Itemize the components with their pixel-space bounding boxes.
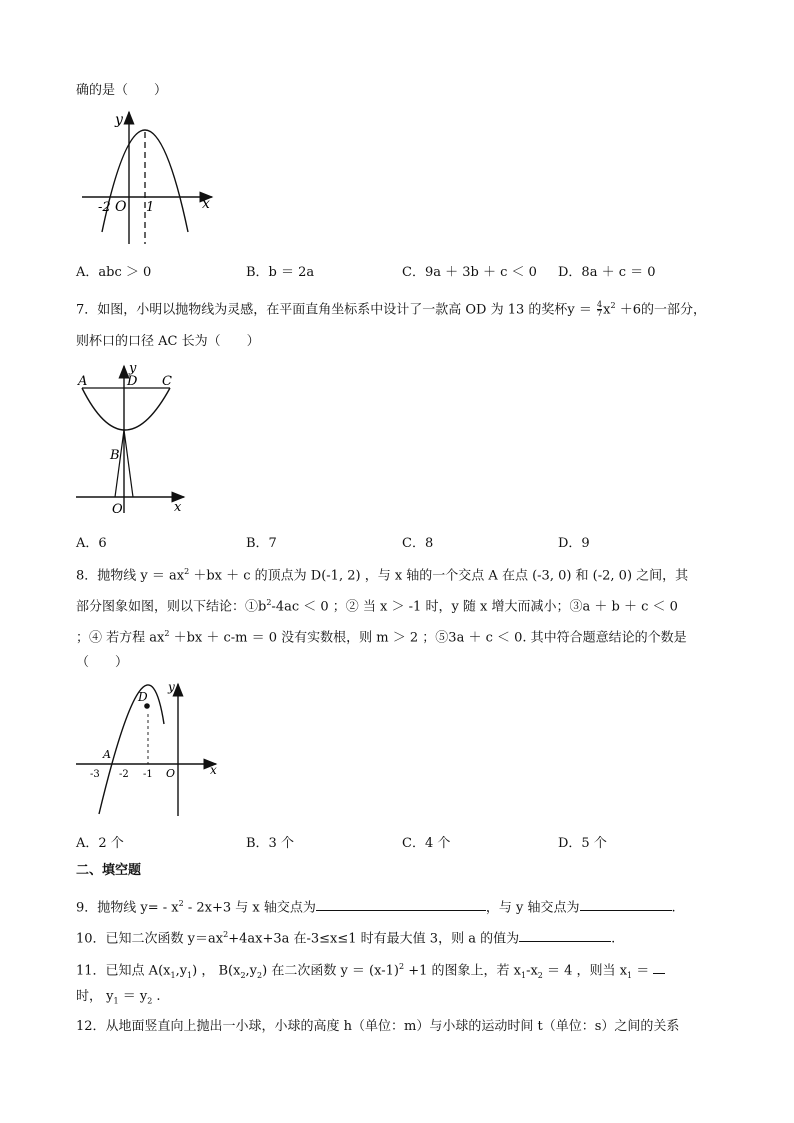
q10-answer-blank[interactable] bbox=[519, 929, 611, 942]
q11-answer-blank[interactable] bbox=[653, 961, 665, 974]
q8-option-a: A．2 个 bbox=[76, 836, 124, 851]
q8-option-c: C．4 个 bbox=[402, 836, 451, 851]
q8-label-m1: -1 bbox=[143, 769, 153, 780]
q8-line1: 8．抛物线 $y = ax^2 +bx + c$ 的顶点为 D(-1, 2) ，与 x 轴的一个交点 A 在点 (-3, 0) 和 (-2, 0) 之间，其 bbox=[76, 567, 689, 584]
q8-option-b: B．3 个 bbox=[246, 836, 294, 851]
q6-option-d: D．8a ＋ c ＝ 0 bbox=[558, 265, 656, 280]
q6-stem-tail: 确的是（ ） bbox=[76, 83, 168, 98]
q7-line2: 则杯口的口径 AC 长为（ ） bbox=[76, 334, 260, 349]
q7-option-a: A．6 bbox=[76, 536, 107, 551]
q6-label-neg2: -2 bbox=[98, 200, 111, 215]
q7-frac-den: 7 bbox=[597, 309, 603, 319]
q6-option-b: B．b ＝ 2a bbox=[246, 265, 315, 280]
q9-answer-blank-2[interactable] bbox=[580, 898, 672, 911]
section-heading-fill-in: 二、填空题 bbox=[76, 863, 142, 878]
q8-vertex-point bbox=[144, 703, 150, 709]
q8-label-y: y bbox=[168, 680, 175, 694]
q7-label-o: O bbox=[112, 502, 123, 517]
q11-line2: 时， $y_1 = y_2$ . bbox=[76, 989, 161, 1006]
q7-label-c: C bbox=[162, 374, 172, 389]
q7-label-d: D bbox=[127, 374, 138, 389]
q6-label-x: x bbox=[202, 196, 210, 212]
q7-stem-left bbox=[115, 430, 124, 497]
q8-label-a: A bbox=[103, 748, 111, 761]
q7-label-y: y bbox=[129, 361, 137, 376]
q8-label-m2: -2 bbox=[119, 769, 129, 780]
q8-graph bbox=[72, 680, 222, 820]
q7-label-a: A bbox=[78, 374, 88, 389]
q6-label-origin: O bbox=[115, 199, 127, 215]
q12-line: 12．从地面竖直向上抛出一小球，小球的高度 h（单位：m）与小球的运动时间 t（单位：s）之间的关系 bbox=[76, 1019, 680, 1034]
q7-parabola bbox=[82, 388, 170, 430]
q7-line1: 7．如图，小明以抛物线为灵感，在平面直角坐标系中设计了一款高 OD 为 13 的奖杯y ＝ $\frac{4}{7}$ $x^2 +6$的一部分， bbox=[76, 300, 706, 319]
q7-option-d: D．9 bbox=[558, 536, 590, 551]
q7-option-c: C．8 bbox=[402, 536, 434, 551]
q9-line: 9．抛物线 $y= - x^2 - 2x+3$ 与 x 轴交点为 ，与 y 轴交点为 . bbox=[76, 899, 676, 916]
q7-label-x: x bbox=[174, 500, 182, 515]
q8-option-d: D．5 个 bbox=[558, 836, 607, 851]
q10-line: 10．已知二次函数 $y=ax^2+4ax+3a$ 在-3≤x≤1 时有最大值 3，则 a 的值为 . bbox=[76, 930, 616, 947]
q6-option-c: C．9a ＋ 3b ＋ c ＜ 0 bbox=[402, 265, 537, 280]
q8-line2: 部分图象如图，则以下结论：$①b^2-4ac < 0$ ；② 当 x ＞ -1 时，y 随 x 增大而减小；③a ＋ b ＋ c ＜ 0 bbox=[76, 598, 678, 615]
q8-line4: （ ） bbox=[76, 655, 129, 670]
q6-option-a: A．abc ＞ 0 bbox=[76, 265, 152, 280]
q9-answer-blank-1[interactable] bbox=[316, 898, 486, 911]
q8-label-m3: -3 bbox=[90, 769, 100, 780]
q8-label-o: O bbox=[166, 767, 176, 780]
q7-stem-right bbox=[124, 430, 133, 497]
q8-label-d: D bbox=[138, 690, 148, 704]
q6-graph bbox=[80, 104, 220, 249]
q7-option-b: B．7 bbox=[246, 536, 277, 551]
q7-frac-num: 4 bbox=[597, 300, 603, 310]
q6-label-one: 1 bbox=[146, 200, 155, 215]
q8-label-x: x bbox=[210, 763, 217, 777]
q7-label-b: B bbox=[110, 448, 120, 463]
q6-label-y: y bbox=[115, 112, 123, 128]
q11-line1: 11．已知点 $A(x_1,y_1)$ ， $B(x_2,y_2)$ 在二次函数 $y = (x-1)^2 +1$ 的图象上，若 $x_1-x_2 = 4$ ，则当 $x_1$ ＝ bbox=[76, 958, 665, 985]
q7-graph bbox=[70, 360, 195, 518]
q8-line3: ；④ 若方程 $ax^2 +bx + c-m = 0$ 没有实数根，则 m ＞ 2 ；⑤3a ＋ c ＜ 0. 其中符合题意结论的个数是 bbox=[76, 629, 687, 646]
